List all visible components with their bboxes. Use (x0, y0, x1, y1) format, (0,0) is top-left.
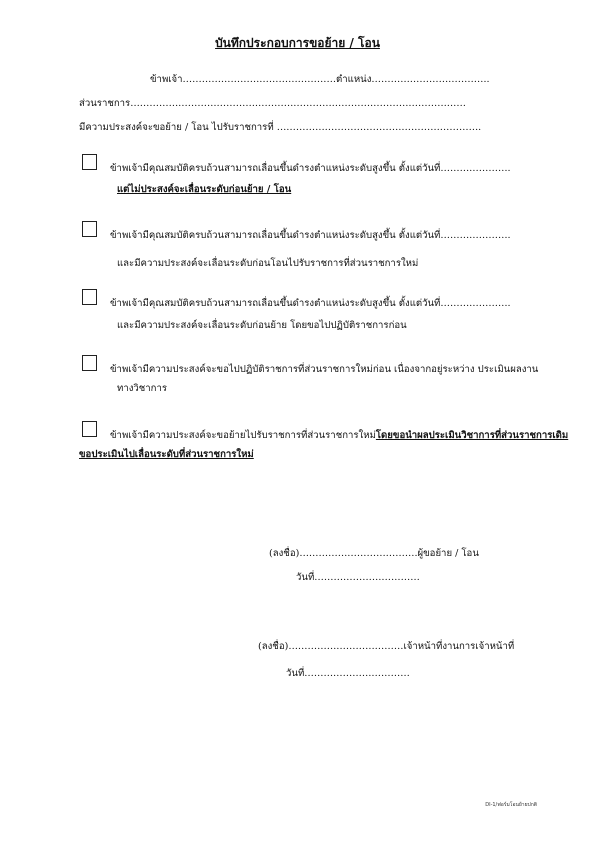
option-5-checkbox[interactable] (82, 421, 97, 437)
option-4-checkbox[interactable] (82, 355, 97, 371)
option-2-subtext: และมีความประสงค์จะเลื่อนระดับก่อนโอนไปรับราชการที่ส่วนราชการใหม่ (117, 258, 419, 269)
option-2-text: ข้าพเจ้ามีคุณสมบัติครบถ้วนสามารถเลื่อนขึ้นดำรงตำแหน่งระดับสูงขึ้น ตั้งแต่วันที่…………………. (110, 230, 511, 241)
option-5-text-emphasis: โดยขอนำผลประเมินวิชาการที่ส่วนราชการเดิม (375, 430, 569, 441)
option-4-text: ข้าพเจ้ามีความประสงค์จะขอไปปฏิบัติราชการที่ส่วนราชการใหม่ก่อน เนื่องจากอยู่ระหว่าง ประเมินผลงาน (110, 364, 539, 375)
option-3-checkbox[interactable] (82, 289, 97, 305)
option-4-subtext: ทางวิชาการ (117, 383, 168, 394)
applicant-date-line: วันที่…………………………… (296, 572, 420, 583)
applicant-signature-line: (ลงชื่อ)……………………………….ผู้ขอย้าย / โอน (269, 548, 479, 559)
transfer-destination-line: มีความประสงค์จะขอย้าย / โอน ไปรับราชการที่ ………………………………………………………. (79, 122, 482, 133)
option-1-text: ข้าพเจ้ามีคุณสมบัติครบถ้วนสามารถเลื่อนขึ้นดำรงตำแหน่งระดับสูงขึ้น ตั้งแต่วันที่…………………. (110, 163, 511, 174)
agency-line: ส่วนราชการ…………………………………………………………………………………………… (79, 98, 466, 109)
page-title: บันทึกประกอบการขอย้าย / โอน (215, 36, 380, 50)
officer-date-line: วันที่…………………………… (286, 668, 410, 679)
form-code-footer: DI-1/ฟอร์มโอนย้ายปกติ (485, 802, 537, 808)
officer-signature-line: (ลงชื่อ)………………………………เจ้าหน้าที่งานการเจ้าหน้าที่ (258, 641, 515, 652)
option-1-checkbox[interactable] (82, 154, 97, 170)
option-2-checkbox[interactable] (82, 221, 97, 237)
option-3-text: ข้าพเจ้ามีคุณสมบัติครบถ้วนสามารถเลื่อนขึ้นดำรงตำแหน่งระดับสูงขึ้น ตั้งแต่วันที่…………………. (110, 298, 511, 309)
applicant-name-position-line: ข้าพเจ้า…………………………………………ตำแหน่ง………………………………. (150, 74, 490, 85)
option-5-subtext: ขอประเมินไปเลื่อนระดับที่ส่วนราชการใหม่ (79, 449, 254, 460)
option-1-subtext: แต่ไม่ประสงค์จะเลื่อนระดับก่อนย้าย / โอน (117, 184, 292, 195)
option-5-text (110, 430, 568, 442)
option-3-subtext: และมีความประสงค์จะเลื่อนระดับก่อนย้าย โดยขอไปปฏิบัติราชการก่อน (117, 320, 407, 331)
option-5-text-plain: ข้าพเจ้ามีความประสงค์จะขอย้ายไปรับราชการที่ส่วนราชการใหม่ (110, 430, 376, 441)
